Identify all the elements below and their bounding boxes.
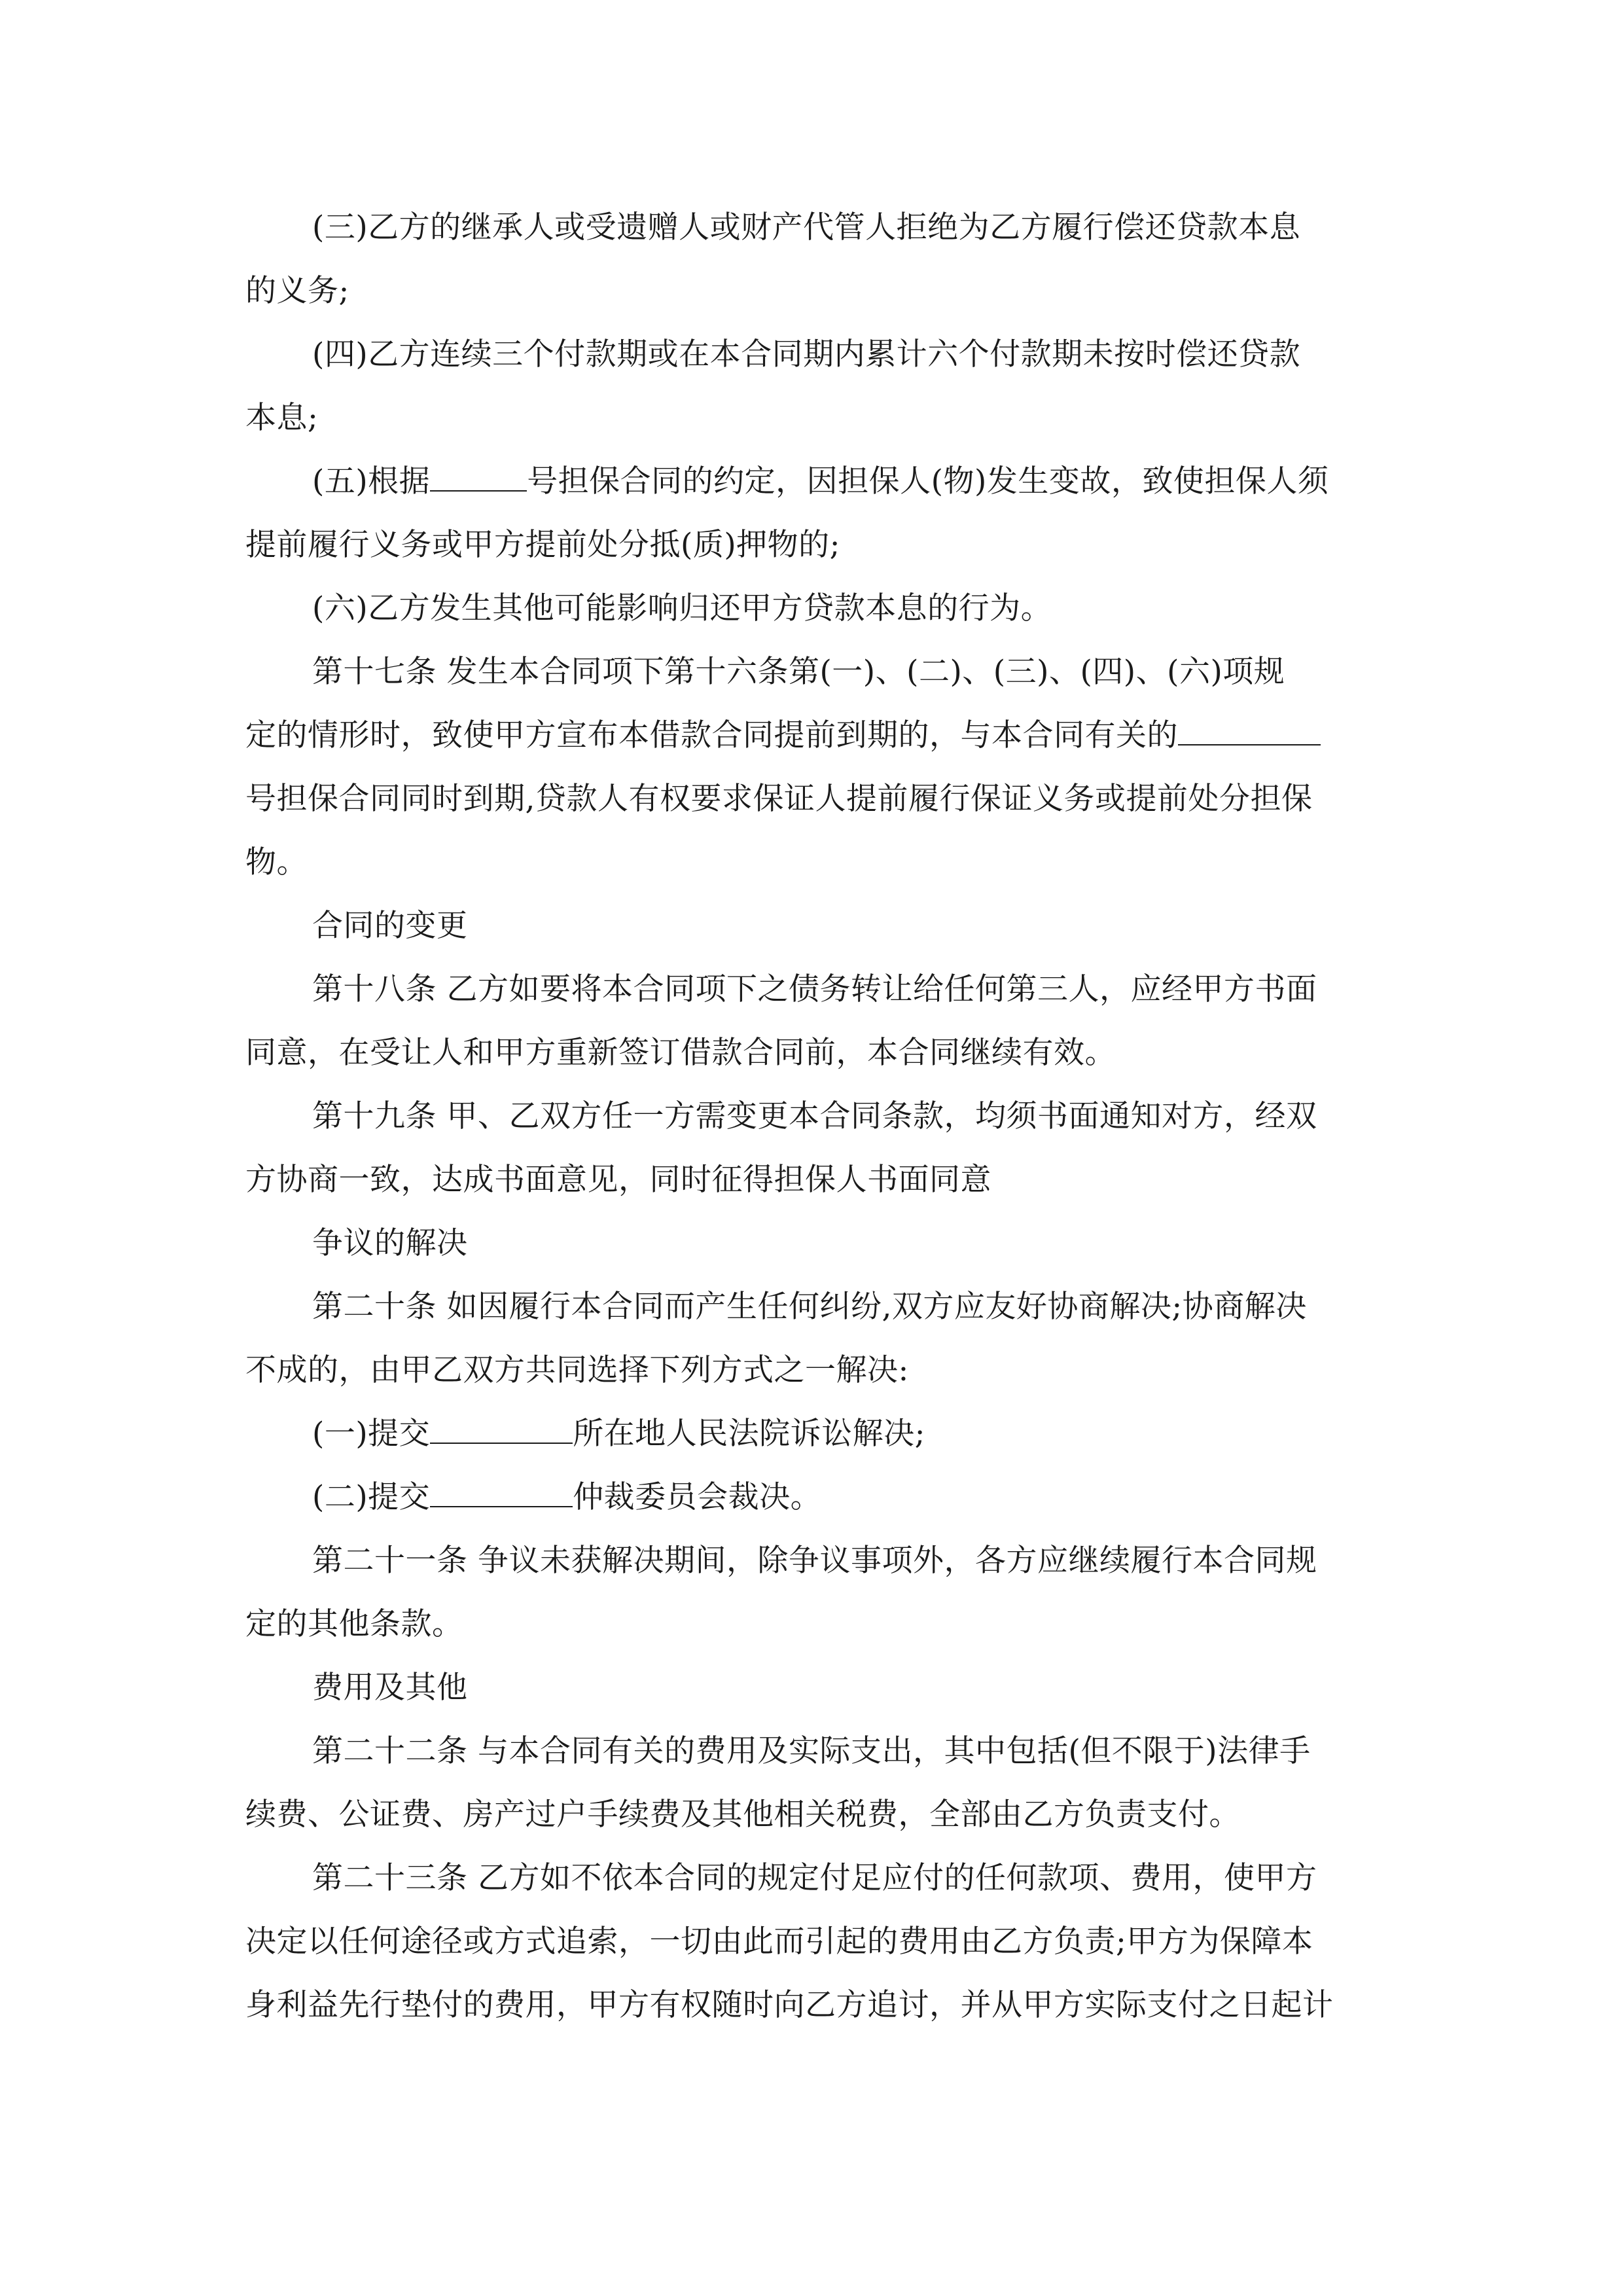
paragraph-line: 第二十二条 与本合同有关的费用及实际支出，其中包括(但不限于)法律手 bbox=[312, 1733, 1311, 1769]
paragraph-line: 的义务; bbox=[245, 273, 349, 309]
fill-in-blank bbox=[430, 1480, 573, 1507]
paragraph-line: 决定以任何途径或方式追索，一切由此而引起的费用由乙方负责;甲方为保障本 bbox=[245, 1924, 1313, 1960]
fill-in-blank bbox=[1178, 718, 1321, 745]
paragraph-line: 第十九条 甲、乙双方任一方需变更本合同条款，均须书面通知对方，经双 bbox=[312, 1098, 1317, 1134]
paragraph-line bbox=[312, 1478, 821, 1517]
fill-in-blank bbox=[430, 464, 527, 492]
line-text: 号担保合同的约定，因担保人(物)发生变故，致使担保人须 bbox=[527, 463, 1329, 499]
line-text: (二)提交 bbox=[312, 1479, 431, 1515]
paragraph-line: 第二十一条 争议未获解决期间，除争议事项外，各方应继续履行本合同规 bbox=[312, 1543, 1317, 1579]
line-text: (一)提交 bbox=[312, 1416, 431, 1452]
paragraph-line: 第十八条 乙方如要将本合同项下之债务转让给任何第三人，应经甲方书面 bbox=[312, 971, 1317, 1007]
paragraph-line: 本息; bbox=[245, 400, 319, 436]
paragraph-line bbox=[312, 1414, 925, 1454]
fill-in-blank bbox=[430, 1416, 573, 1444]
paragraph-line: 物。 bbox=[245, 844, 308, 880]
paragraph-line: 不成的，由甲乙双方共同选择下列方式之一解决: bbox=[245, 1352, 909, 1388]
line-text: 定的情形时，致使甲方宣布本借款合同提前到期的，与本合同有关的 bbox=[245, 717, 1178, 753]
paragraph-line: (六)乙方发生其他可能影响归还甲方贷款本息的行为。 bbox=[312, 590, 1052, 626]
line-text: 所在地人民法院诉讼解决; bbox=[573, 1416, 926, 1452]
paragraph-line: 提前履行义务或甲方提前处分抵(质)押物的; bbox=[245, 527, 841, 563]
paragraph-line bbox=[312, 462, 1329, 501]
line-text: 仲裁委员会裁决。 bbox=[573, 1479, 822, 1515]
paragraph-line: (四)乙方连续三个付款期或在本合同期内累计六个付款期未按时偿还贷款 bbox=[312, 336, 1301, 372]
line-text: (五)根据 bbox=[312, 463, 431, 499]
paragraph-line: 第二十条 如因履行本合同而产生任何纠纷,双方应友好协商解决;协商解决 bbox=[312, 1289, 1307, 1325]
paragraph-line: 续费、公证费、房产过户手续费及其他相关税费，全部由乙方负责支付。 bbox=[245, 1797, 1240, 1833]
paragraph-line: 第二十三条 乙方如不依本合同的规定付足应付的任何款项、费用，使甲方 bbox=[312, 1860, 1317, 1896]
paragraph-line: 方协商一致，达成书面意见，同时征得担保人书面同意 bbox=[245, 1162, 991, 1198]
paragraph-line: 同意，在受让人和甲方重新签订借款合同前，本合同继续有效。 bbox=[245, 1035, 1116, 1071]
section-heading: 费用及其他 bbox=[312, 1670, 468, 1706]
paragraph-line bbox=[245, 716, 1321, 755]
paragraph-line: 身利益先行垫付的费用，甲方有权随时向乙方追讨，并从甲方实际支付之日起计 bbox=[245, 1987, 1334, 2023]
section-heading: 合同的变更 bbox=[312, 908, 468, 944]
paragraph-line: 第十七条 发生本合同项下第十六条第(一)、(二)、(三)、(四)、(六)项规 bbox=[312, 654, 1285, 690]
paragraph-line: 定的其他条款。 bbox=[245, 1606, 463, 1642]
section-heading: 争议的解决 bbox=[312, 1225, 468, 1261]
paragraph-line: (三)乙方的继承人或受遗赠人或财产代管人拒绝为乙方履行偿还贷款本息 bbox=[312, 209, 1301, 245]
paragraph-line: 号担保合同同时到期,贷款人有权要求保证人提前履行保证义务或提前处分担保 bbox=[245, 781, 1313, 817]
